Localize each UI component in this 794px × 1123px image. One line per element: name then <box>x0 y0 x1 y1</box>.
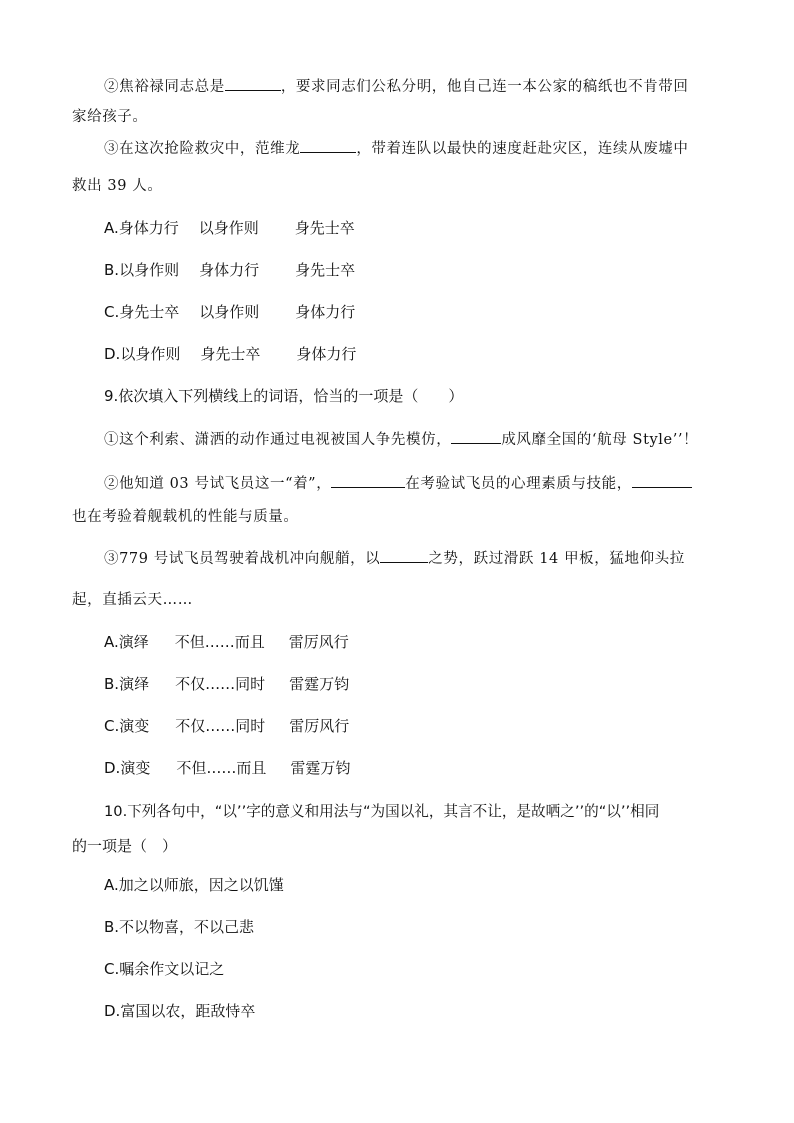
q9-item2-before: ②他知道 03 号试飞员这一“着”， <box>104 476 332 492</box>
q10-option-a: A.加之以师旅，因之以饥馑 <box>104 876 284 894</box>
q9-item1-blank <box>451 429 501 444</box>
q9-item2-blank1 <box>331 473 405 488</box>
q9-option-b: B.演绎 不仅……同时 雷霆万钧 <box>104 675 350 693</box>
q8-item3-blank <box>300 138 356 153</box>
q9-option-a: A.演绎 不但……而且 雷厉风行 <box>104 633 349 651</box>
q8-item2-line1 <box>104 76 689 97</box>
q9-item1-before: ①这个利索、潇洒的动作通过电视被国人争先模仿， <box>104 432 452 448</box>
q9-option-d: D.演变 不但……而且 雷霆万钧 <box>104 759 351 777</box>
q10-stem-line1: 10.下列各句中，“以’’字的意义和用法与“为国以礼，其言不让，是故哂之’’的“以’’相同 <box>104 803 660 820</box>
q8-item3-before: ③在这次抢险救灾中，范维龙 <box>104 141 301 157</box>
q9-item2-line1 <box>104 473 692 494</box>
q8-item2-after: ，要求同志们公私分明，他自己连一本公家的稿纸也不肯带回 <box>280 79 689 95</box>
q9-option-c: C.演变 不仅……同时 雷厉风行 <box>104 717 350 735</box>
q8-item3-after: ，带着连队以最快的速度赶赴灾区，连续从废墟中 <box>356 141 689 157</box>
q9-item3-line1 <box>104 548 685 569</box>
q9-item2-middle: 在考验试飞员的心理素质与技能， <box>405 476 632 492</box>
q8-item2-blank <box>225 76 281 91</box>
q8-option-a: A.身体力行 以身作则 身先士卒 <box>104 219 355 237</box>
q8-item3-line1 <box>104 138 689 159</box>
q9-item3-line2: 起，直插云天…… <box>72 592 193 608</box>
q9-item2-line2: 也在考验着舰载机的性能与质量。 <box>72 509 299 525</box>
q8-item2-before: ②焦裕禄同志总是 <box>104 79 225 95</box>
q8-option-b: B.以身作则 身体力行 身先士卒 <box>104 261 356 279</box>
q9-item3-blank <box>380 548 428 563</box>
q10-option-d: D.富国以农，距敌恃卒 <box>104 1002 256 1020</box>
q9-item3-after: 之势，跃过滑跃 14 甲板，猛地仰头拉 <box>428 551 685 567</box>
q9-stem: 9.依次填入下列横线上的词语，恰当的一项是（ ） <box>104 387 464 405</box>
q9-item3-before: ③779 号试飞员驾驶着战机冲向舰艏，以 <box>104 551 381 567</box>
q10-option-c: C.嘱余作文以记之 <box>104 960 225 978</box>
q9-item1-after: 成风靡全国的‘航母 Style’’！ <box>501 432 699 448</box>
q10-stem-line2: 的一项是（ ） <box>72 837 178 855</box>
q9-item2-blank2 <box>632 473 692 488</box>
q8-option-c: C.身先士卒 以身作则 身体力行 <box>104 303 356 321</box>
q8-item2-line2: 家给孩子。 <box>72 109 148 125</box>
q10-option-b: B.不以物喜，不以己悲 <box>104 918 255 936</box>
q8-option-d: D.以身作则 身先士卒 身体力行 <box>104 345 357 363</box>
q8-item3-line2: 救出 39 人。 <box>72 178 163 194</box>
q9-item1-line <box>104 429 698 450</box>
